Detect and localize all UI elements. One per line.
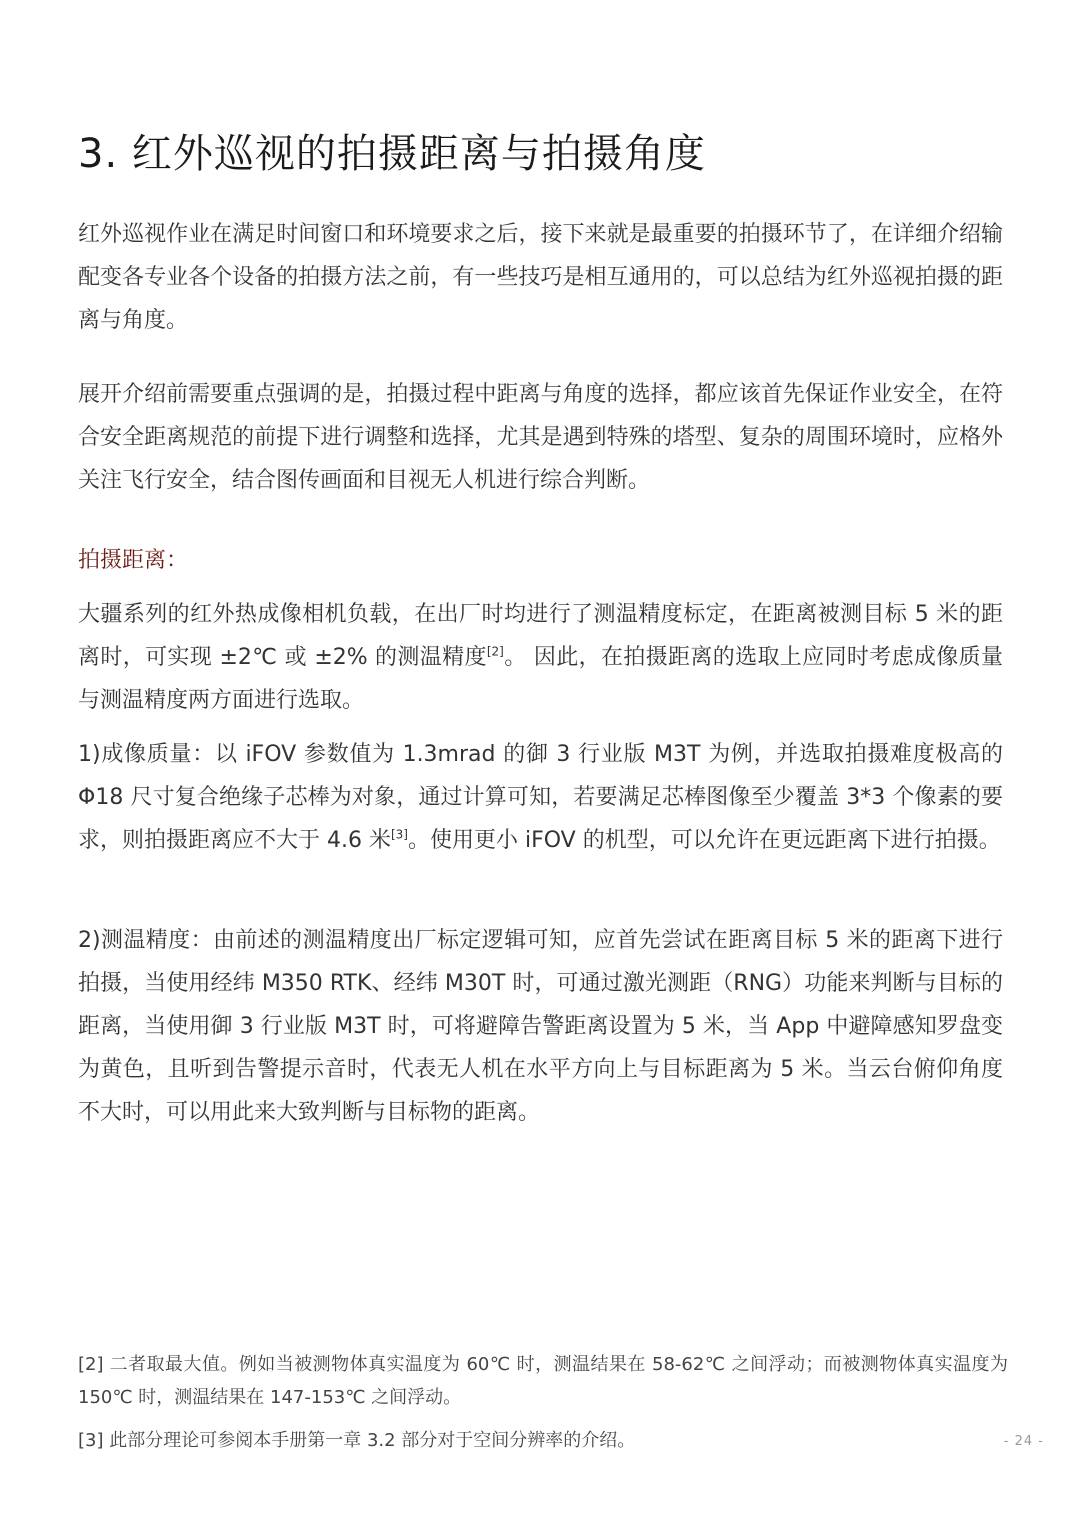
intro-paragraph-1: 红外巡视作业在满足时间窗口和环境要求之后，接下来就是最重要的拍摄环节了，在详细介绍输配变各专业各个设备的拍摄方法之前，有一些技巧是相互通用的，可以总结为红外巡视拍摄的距离与角度。 [78,222,1003,333]
temperature-accuracy-paragraph: 2)测温精度：由前述的测温精度出厂标定逻辑可知，应首先尝试在距离目标 5 米的距离下进行拍摄，当使用经纬 M350 RTK、经纬 M30T 时，可通过激光测距（RNG）功能来判断与目标的距离，当使用御 3 行业版 M3T 时，可将避障告警距离设置为 5 米，当 App 中避障感知罗盘变为黄色，且听到告警提示音时，代表无人机在水平方向上与目标距离为 5 米。当云台俯仰角度不大时，可以用此来大致判断与目标物的距离。 [78,928,1003,1125]
imaging-quality-text-cont: 。使用更小 iFOV 的机型，可以允许在更远距离下进行拍摄。 [407,828,1001,853]
footnote-ref-2: [2] [486,644,504,659]
distance-paragraph-1-text: 大疆系列的红外热成像相机负载，在出厂时均进行了测温精度标定，在距离被测目标 5 米的距离时，可实现 ±2℃ 或 ±2% 的测温精度 [78,602,1003,670]
imaging-quality-text: 1)成像质量：以 iFOV 参数值为 1.3mrad 的御 3 行业版 M3T 为例，并选取拍摄难度极高的 Φ18 尺寸复合绝缘子芯棒为对象，通过计算可知，若要满足芯棒图像至少覆盖 3*3 个像素的要求，则拍摄距离应不大于 4.6 米 [78,742,1003,853]
section-heading-shooting-distance: 拍摄距离： [78,548,189,573]
page-number: - 24 - [1003,1434,1044,1449]
page-title: 3. 红外巡视的拍摄距离与拍摄角度 [78,131,706,177]
footnote-2: [2] 二者取最大值。例如当被测物体真实温度为 60℃ 时，测温结果在 58-62℃ 之间浮动；而被测物体真实温度为 150℃ 时，测温结果在 147-153℃ 之间浮动。 [78,1354,1008,1408]
intro-paragraph-2: 展开介绍前需要重点强调的是，拍摄过程中距离与角度的选择，都应该首先保证作业安全，在符合安全距离规范的前提下进行调整和选择，尤其是遇到特殊的塔型、复杂的周围环境时，应格外关注飞行安全，结合图传画面和目视无人机进行综合判断。 [78,382,1003,493]
imaging-quality-paragraph [78,733,1003,862]
distance-paragraph-1-text-cont: 。 因此，在拍摄距离的选取上应同时考虑成像质量与测温精度两方面进行选取。 [78,645,1003,713]
footnote-ref-3: [3] [390,827,408,842]
distance-paragraph-1 [78,593,1003,722]
footnote-3: [3] 此部分理论可参阅本手册第一章 3.2 部分对于空间分辨率的介绍。 [78,1430,636,1451]
footnotes [78,1348,1008,1457]
